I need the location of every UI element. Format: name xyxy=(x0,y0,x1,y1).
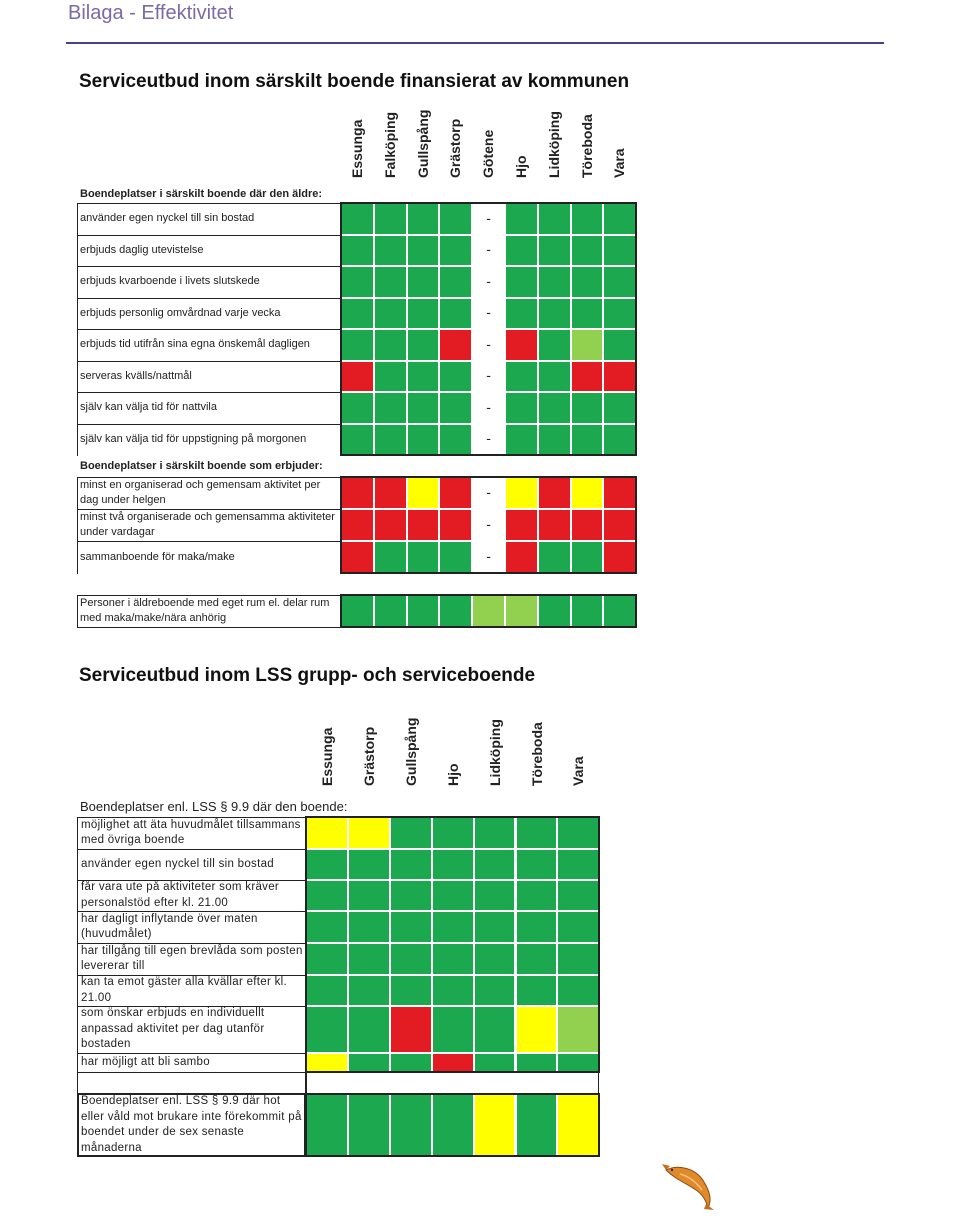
row-label-border xyxy=(77,203,341,236)
no-data-dash: - xyxy=(486,367,491,384)
row-label: använder egen nyckel till sin bostad xyxy=(79,849,305,880)
row-label-border xyxy=(77,849,306,881)
column-header-5: Hjo xyxy=(513,155,529,178)
section-subheading: Boendeplatser i särskilt boende som erbjuder: xyxy=(78,455,340,477)
row-label-border xyxy=(77,943,306,976)
row-label: sammanboende för maka/make xyxy=(78,541,340,573)
row-label-border xyxy=(77,1006,306,1054)
section1-title: Serviceutbud inom särskilt boende finansierat av kommunen xyxy=(79,71,630,92)
column-header-8: Vara xyxy=(611,148,628,178)
row-label-border xyxy=(77,975,306,1007)
column-header-2: Gullspång xyxy=(402,717,419,786)
row-label: har dagligt inflytande över maten (huvudmålet) xyxy=(79,911,305,943)
no-data-dash: - xyxy=(486,516,491,532)
row-label-border xyxy=(77,424,341,457)
column-header-1: Grästorp xyxy=(360,726,377,786)
row-label: Personer i äldreboende med eget rum el. delar rum med maka/make/nära anhörig xyxy=(78,595,340,627)
no-data-dash: - xyxy=(486,272,491,289)
page-title: Bilaga - Effektivitet xyxy=(68,2,234,24)
row-label: kan ta emot gäster alla kvällar efter kl. 21.00 xyxy=(79,975,305,1006)
row-label: använder egen nyckel till sin bostad xyxy=(78,203,340,235)
row-label: som önskar erbjuds en individuellt anpassad aktivitet per dag utanför bostaden xyxy=(79,1006,305,1053)
column-header-1: Falköping xyxy=(381,111,398,178)
row-label: själv kan välja tid för uppstigning på morgonen xyxy=(78,424,340,456)
row-label-border xyxy=(77,817,306,850)
grid-border xyxy=(305,816,600,1073)
row-label: serveras kvälls/nattmål xyxy=(78,361,340,393)
column-header-2: Gullspång xyxy=(414,109,431,178)
no-data-dash: - xyxy=(486,430,491,447)
row-label: möjlighet att äta huvudmålet tillsammans med övriga boende xyxy=(79,817,305,849)
column-header-3: Grästorp xyxy=(447,118,464,178)
row-label-border xyxy=(77,235,341,268)
column-header-6: Lidköping xyxy=(545,111,562,178)
no-data-dash: - xyxy=(486,548,491,564)
row-label: erbjuds daglig utevistelse xyxy=(78,235,340,267)
header-divider xyxy=(66,42,884,44)
row-label: erbjuds kvarboende i livets slutskede xyxy=(78,266,340,298)
grid-border xyxy=(340,202,637,456)
salmon-fish-icon xyxy=(662,1160,722,1210)
row-label-border xyxy=(77,266,341,299)
row-label-border xyxy=(77,911,306,944)
row-label-border xyxy=(77,541,341,574)
row-label: erbjuds tid utifrån sina egna önskemål dagligen xyxy=(78,329,340,361)
row-label: minst en organiserad och gemensam aktivitet per dag under helgen xyxy=(78,477,340,509)
column-header-7: Töreboda xyxy=(578,114,595,178)
section-subheading: Boendeplatser enl. LSS § 9.9 där den boende: xyxy=(80,798,348,814)
section2-title: Serviceutbud inom LSS grupp- och serviceboende xyxy=(79,665,536,686)
spacer-row xyxy=(78,573,340,595)
no-data-dash: - xyxy=(486,209,491,226)
row-label: minst två organiserade och gemensamma aktiviteter under vardagar xyxy=(78,509,340,541)
row-label-border xyxy=(77,329,341,362)
no-data-dash: - xyxy=(486,241,491,258)
column-header-5: Töreboda xyxy=(528,722,545,786)
grid-border xyxy=(340,594,637,628)
column-header-4: Götene xyxy=(480,129,497,178)
column-header-0: Essunga xyxy=(319,727,335,786)
spacer-border xyxy=(306,1072,599,1095)
row-label-border xyxy=(77,392,341,425)
row-label-border xyxy=(77,595,341,628)
row-label-border xyxy=(77,298,341,331)
no-data-dash: - xyxy=(486,335,491,352)
row-label: Boendeplatser enl. LSS § 9.9 där hot eller våld mot brukare inte förekommit på boendet under de sex senaste månaderna xyxy=(79,1094,305,1156)
no-data-dash: - xyxy=(486,484,491,500)
row-label-border xyxy=(77,1072,306,1095)
row-label-border xyxy=(77,880,306,912)
column-header-6: Vara xyxy=(570,756,587,786)
grid-border xyxy=(77,1093,306,1157)
column-header-0: Essunga xyxy=(349,119,365,178)
no-data-dash: - xyxy=(486,398,491,415)
row-label: har tillgång till egen brevlåda som posten levererar till xyxy=(79,943,305,975)
grid-border xyxy=(305,1093,600,1157)
row-label: erbjuds personlig omvårdnad varje vecka xyxy=(78,298,340,330)
row-label-border xyxy=(77,1053,306,1073)
grid-border xyxy=(340,476,637,574)
row-label-border xyxy=(77,477,341,510)
section-subheading: Boendeplatser i särskilt boende där den äldre: xyxy=(78,185,340,203)
row-label: får vara ute på aktiviteter som kräver personalstöd efter kl. 21.00 xyxy=(79,880,305,911)
row-label: har möjligt att bli sambo xyxy=(79,1053,305,1072)
row-label-border xyxy=(77,509,341,542)
row-label-border xyxy=(77,361,341,394)
column-header-4: Lidköping xyxy=(486,719,503,786)
no-data-dash: - xyxy=(486,304,491,321)
row-label: själv kan välja tid för nattvila xyxy=(78,392,340,424)
column-header-3: Hjo xyxy=(444,763,461,786)
